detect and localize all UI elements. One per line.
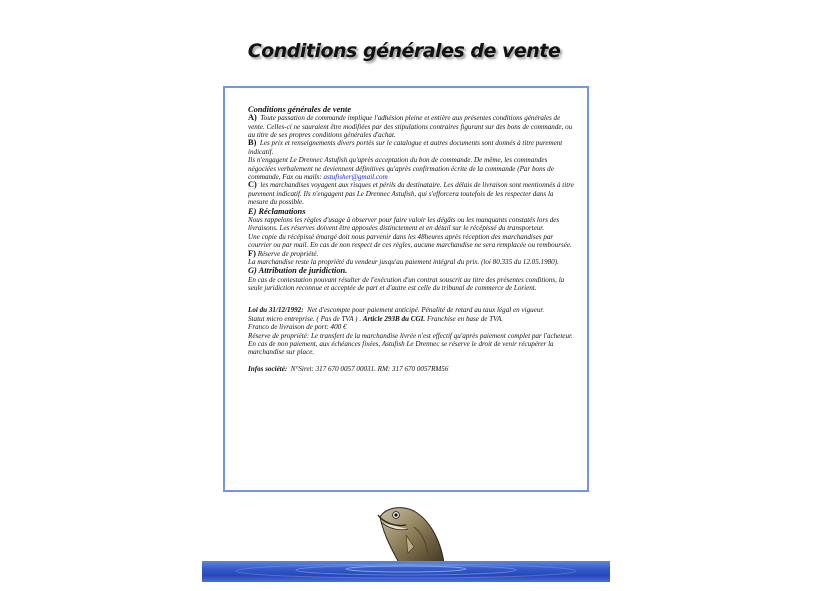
reserve-line: Réserve de propriété: Le transfert de la marchandise livrée n'est effectif qu'après paiement complet par l'acheteur.	[248, 331, 573, 340]
statut-text: Statut micro entreprise. ( Pas de TVA ) .	[248, 314, 362, 323]
section-f-letter: F)	[248, 248, 256, 258]
page-title: Conditions générales de vente	[247, 40, 561, 62]
section-b	[248, 139, 575, 156]
section-f-heading: Réserve de propriété.	[257, 249, 319, 258]
infos-label: Infos société:	[248, 364, 288, 373]
document-heading: Conditions générales de vente	[248, 105, 352, 114]
statut-line	[248, 315, 575, 323]
section-a	[248, 114, 575, 139]
fish-illustration	[370, 503, 450, 569]
section-b-continued	[248, 156, 575, 181]
section-b-text2: Ils n'engagent Le Drennec Astufish qu'après acceptation du bon de commande. De même, les commandes négociées verbalement ne deviennent définitives qu'après confirmation écrite de la commande (Par bons de commande, Fax ou mails:	[248, 156, 554, 182]
email-link[interactable]: astufisher@gmail.com	[323, 173, 388, 182]
spacer	[248, 357, 575, 365]
section-g-text: En cas de contestation pouvant résulter de l'exécution d'un contrat souscrit au titre des présentes conditions, la seule juridiction reconnue et acceptée de part et d'autre est celle du tribunal de commerce de Lorient.	[248, 275, 565, 292]
section-g-heading: G) Attribution de juridiction.	[248, 266, 348, 276]
section-b-letter: B)	[248, 138, 257, 148]
section-c-letter: C)	[248, 180, 257, 190]
conditions-document	[223, 86, 589, 492]
section-e-text2: Une copie du récépissé émargé doit nous parvenir dans les 48heures après réception des marchandises par courrier ou par mail. En cas de non respect de ces règles, aucune marchandise ne sera remplacée ou remboursée.	[248, 232, 572, 250]
infos-line	[248, 365, 575, 373]
section-e-heading: E) Réclamations	[248, 206, 306, 216]
section-f-text: La marchandise reste la propriété du vendeur jusqu'au paiement intégral du prix. (loi 80.335 du 12.05.1980).	[248, 257, 559, 266]
section-b-text: Les prix et renseignements divers portés sur le catalogue et autres documents sont donnés à titre purement indicatif.	[248, 139, 563, 156]
statut-text2: Franchise en base de TVA.	[426, 314, 504, 323]
section-a-letter: A)	[248, 113, 257, 123]
franco-line: Franco de livraison de port: 400 €	[248, 323, 347, 332]
water-ripples	[202, 561, 610, 582]
infos-text: N°Siret: 317 670 0057 00031. RM: 317 670 0057RM56	[290, 364, 449, 373]
spacer	[248, 292, 575, 306]
section-e-text: Nous rappelons les règles d'usage à observer pour faire valoir les dégâts ou les manquants constatés lors des livraisons. Les réserves doivent être apposées distinctement et en détail sur le récépissé du transporteur.	[248, 215, 560, 233]
loi-line	[248, 306, 575, 314]
document-body	[248, 105, 575, 373]
loi-text: Net d'escompte pour paiement anticipé. Pénalité de retard au taux légal en vigueur.	[307, 306, 545, 315]
article-label: Article 293B du CGI.	[362, 314, 426, 323]
nonpaiement-line: En cas de non paiement, aux échéances fixées, Astufish Le Drennec se réserve le droit de venir récupérer la marchandise sur place.	[248, 339, 554, 357]
section-c-text: les marchandises voyagent aux risques et périls du destinataire. Les délais de livraison sont mentionnés à titre purement indicatif. Ils n'engagent pas Le Drennec Astufish, qui s'efforcera toutefois de les respecter dans la mesure du possible.	[248, 181, 574, 207]
section-a-text: Toute passation de commande implique l'adhésion pleine et entière aux présentes conditions générales de vente. Celles-ci ne sauraient être modifiées par des stipulations contraires figurant sur des bons de commande, ou au titre de ses propres conditions générales d'achat.	[248, 114, 573, 140]
section-f	[248, 250, 575, 258]
section-c	[248, 181, 575, 206]
loi-label: Loi du 31/12/1992:	[248, 306, 304, 315]
water-surface	[202, 561, 610, 582]
